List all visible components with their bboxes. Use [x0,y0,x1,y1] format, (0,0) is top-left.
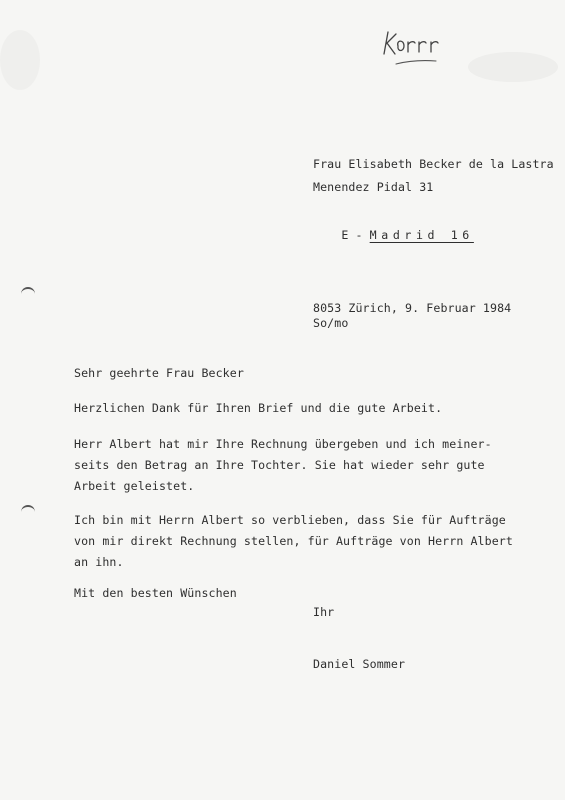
closing-greeting: Mit den besten Wünschen [74,586,237,600]
body-paragraph-3-line: von mir direkt Rechnung stellen, für Aufträge von Herrn Albert [74,534,513,548]
recipient-city: Madrid 16 [369,228,474,242]
recipient-city-line [313,213,474,258]
country-prefix: E - [341,228,370,242]
korr-scribble-icon [380,28,450,70]
handwritten-annotation [380,28,450,74]
body-paragraph-1: Herzlichen Dank für Ihren Brief und die gute Arbeit. [74,401,443,415]
punch-hole-mark [21,505,35,514]
recipient-street: Menendez Pidal 31 [313,180,434,194]
recipient-name: Frau Elisabeth Becker de la Lastra [313,157,554,171]
punch-hole-mark [21,287,35,296]
reference-initials: So/mo [313,316,349,330]
paper-blemish [468,52,558,82]
closing-yours: Ihr [313,605,335,619]
place-date: 8053 Zürich, 9. Februar 1984 [313,301,512,315]
body-paragraph-2-line: Herr Albert hat mir Ihre Rechnung übergeben und ich meiner- [74,437,492,451]
salutation: Sehr geehrte Frau Becker [74,366,244,380]
signature-name: Daniel Sommer [313,657,406,671]
body-paragraph-3-line: an ihn. [74,555,124,569]
body-paragraph-2-line: Arbeit geleistet. [74,479,195,493]
body-paragraph-3-line: Ich bin mit Herrn Albert so verblieben, dass Sie für Aufträge [74,513,506,527]
body-paragraph-2-line: seits den Betrag an Ihre Tochter. Sie hat wieder sehr gute [74,458,485,472]
paper-blemish [0,30,40,90]
